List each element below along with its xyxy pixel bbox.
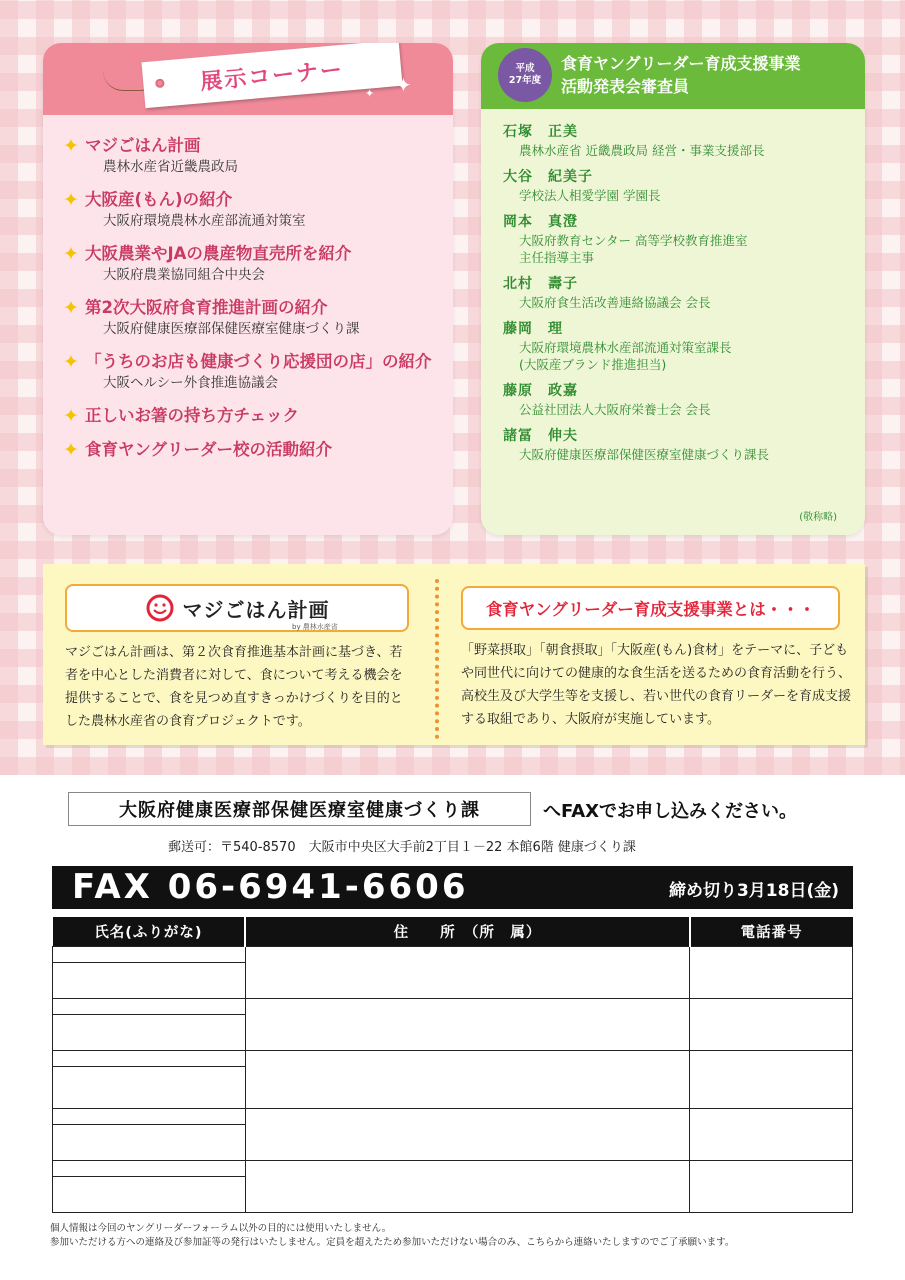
list-item bbox=[61, 189, 443, 231]
list-item bbox=[503, 427, 855, 463]
judge-name: 諸冨 伸夫 bbox=[503, 428, 578, 444]
judge-name: 藤岡 理 bbox=[503, 321, 563, 337]
exhibit-item-org: 大阪府環境農林水産部流通対策室 bbox=[103, 213, 306, 229]
sparkle-icon: ✦ bbox=[373, 49, 387, 68]
judge-role: 大阪府教育センター 高等学校教育推進室 bbox=[519, 233, 748, 248]
list-item bbox=[61, 243, 443, 285]
fax-bar bbox=[52, 866, 853, 909]
column-header-name: 氏名(ふりがな) bbox=[53, 917, 246, 946]
badge-year: 27年度 bbox=[508, 75, 542, 86]
list-item bbox=[503, 275, 855, 311]
exhibit-header-band bbox=[43, 43, 453, 115]
star-icon: ✦ bbox=[63, 135, 79, 157]
department-name: 大阪府健康医療部保健医療室健康づくり課 bbox=[119, 800, 480, 821]
info-box bbox=[43, 564, 865, 745]
judges-title-line1: 食育ヤングリーダー育成支援事業 bbox=[561, 54, 801, 73]
name-field[interactable] bbox=[53, 962, 246, 998]
list-item bbox=[61, 405, 443, 427]
apply-instruction: へFAXでお申し込みください。 bbox=[543, 801, 798, 822]
exhibit-list bbox=[61, 135, 443, 473]
logo-sub: by 農林水産省 bbox=[292, 623, 338, 631]
program-heading: 食育ヤングリーダー育成支援事業とは・・・ bbox=[485, 600, 816, 619]
table-row bbox=[53, 1160, 853, 1176]
list-item bbox=[503, 213, 855, 266]
judges-list bbox=[503, 123, 855, 472]
address-field[interactable] bbox=[245, 1050, 689, 1108]
judges-header-band bbox=[481, 43, 865, 109]
phone-field[interactable] bbox=[690, 1108, 853, 1160]
maji-gohan-description: マジごはん計画は、第２次食育推進基本計画に基づき、若者を中心とした消費者に対して、食について考える機会を提供することで、食を見つめ直すきっかけづくりを目的とした農林水産省の食育プロジェクトです。 bbox=[65, 645, 403, 729]
star-icon: ✦ bbox=[63, 243, 79, 265]
name-field[interactable] bbox=[53, 1066, 246, 1108]
list-item bbox=[61, 297, 443, 339]
column-header-phone: 電話番号 bbox=[690, 917, 853, 946]
star-icon: ✦ bbox=[63, 189, 79, 211]
sparkle-icon: ✦ bbox=[395, 73, 412, 97]
phone-field[interactable] bbox=[690, 998, 853, 1050]
smile-face-icon bbox=[145, 593, 175, 623]
exhibit-title-tag bbox=[141, 43, 402, 108]
judge-role: 大阪府食生活改善連絡協議会 会長 bbox=[519, 295, 711, 310]
judge-role: 学校法人相愛学園 学園長 bbox=[519, 188, 661, 203]
exhibit-item-title: 正しいお箸の持ち方チェック bbox=[85, 406, 300, 425]
exhibit-item-org: 大阪ヘルシー外食推進協議会 bbox=[103, 375, 279, 391]
year-badge bbox=[498, 48, 552, 102]
list-item bbox=[61, 351, 443, 393]
judge-role: 大阪府環境農林水産部流通対策室課長 bbox=[519, 340, 732, 355]
address-field[interactable] bbox=[245, 1160, 689, 1212]
table-header-row bbox=[53, 917, 853, 946]
list-item bbox=[503, 168, 855, 204]
judges-title-line2: 活動発表会審査員 bbox=[561, 77, 690, 96]
list-item bbox=[503, 382, 855, 418]
furigana-field[interactable] bbox=[53, 998, 246, 1014]
list-item bbox=[503, 123, 855, 159]
exhibit-item-title: 食育ヤングリーダー校の活動紹介 bbox=[85, 440, 333, 459]
star-icon: ✦ bbox=[63, 405, 79, 427]
furigana-field[interactable] bbox=[53, 1160, 246, 1176]
judge-role-line2: 主任指導主事 bbox=[519, 250, 595, 265]
judge-role: 公益社団法人大阪府栄養士会 会長 bbox=[519, 402, 711, 417]
exhibit-item-title: 第2次大阪府食育推進計画の紹介 bbox=[85, 298, 328, 317]
star-icon: ✦ bbox=[63, 439, 79, 461]
judge-name: 岡本 真澄 bbox=[503, 214, 578, 230]
name-field[interactable] bbox=[53, 1014, 246, 1050]
list-item bbox=[503, 320, 855, 373]
logo-text: マジごはん計画 bbox=[182, 597, 330, 622]
exhibit-title: 展示コーナー bbox=[199, 57, 345, 95]
table-row bbox=[53, 998, 853, 1014]
exhibit-item-title: 「うちのお店も健康づくり応援団の店」の紹介 bbox=[85, 352, 432, 371]
judge-name: 大谷 紀美子 bbox=[503, 169, 593, 185]
fax-number: FAX 06-6941-6606 bbox=[72, 867, 469, 907]
judge-name: 北村 壽子 bbox=[503, 276, 578, 292]
dotted-divider bbox=[435, 579, 439, 739]
privacy-notes bbox=[50, 1222, 734, 1250]
exhibit-corner-panel bbox=[43, 43, 453, 535]
exhibit-item-org: 大阪府健康医療部保健医療室健康づくり課 bbox=[103, 321, 360, 337]
mailing-address: 郵送可：〒540-8570 大阪市中央区大手前2丁目１－22 本館6階 健康づくり課 bbox=[168, 840, 636, 855]
column-header-address: 住 所 （所 属） bbox=[245, 917, 689, 946]
address-field[interactable] bbox=[245, 946, 689, 998]
note-line: 個人情報は今回のヤングリーダーフォーラム以外の目的には使用いたしません。 bbox=[50, 1223, 392, 1234]
table-row bbox=[53, 946, 853, 962]
phone-field[interactable] bbox=[690, 946, 853, 998]
list-item bbox=[61, 135, 443, 177]
exhibit-item-org: 大阪府農業協同組合中央会 bbox=[103, 267, 265, 283]
furigana-field[interactable] bbox=[53, 1108, 246, 1124]
list-item bbox=[61, 439, 443, 461]
honorific-note: (敬称略) bbox=[799, 512, 837, 523]
judge-name: 石塚 正美 bbox=[503, 124, 578, 140]
star-icon: ✦ bbox=[63, 297, 79, 319]
judge-role: 農林水産省 近畿農政局 経営・事業支援部長 bbox=[519, 143, 765, 158]
name-field[interactable] bbox=[53, 1176, 246, 1212]
table-row bbox=[53, 1108, 853, 1124]
judge-name: 藤原 政嘉 bbox=[503, 383, 578, 399]
phone-field[interactable] bbox=[690, 1050, 853, 1108]
address-field[interactable] bbox=[245, 1108, 689, 1160]
judge-role: 大阪府健康医療部保健医療室健康づくり課長 bbox=[519, 447, 770, 462]
judges-panel bbox=[481, 43, 865, 535]
program-description: 「野菜摂取」「朝食摂取」「大阪産(もん)食材」をテーマに、子どもや同世代に向けての健康的な食生活を送るための食育活動を行う、高校生及び大学生等を支援し、若い世代の食育リーダーを育成支援する取組であり、大阪府が実施しています。 bbox=[461, 643, 852, 727]
exhibit-item-title: 大阪農業やJAの農産物直売所を紹介 bbox=[85, 244, 352, 263]
judges-title bbox=[561, 52, 801, 98]
furigana-field[interactable] bbox=[53, 946, 246, 962]
exhibit-item-org: 農林水産省近畿農政局 bbox=[103, 159, 238, 175]
program-heading-frame bbox=[461, 586, 840, 630]
deadline: 締め切り3月18日(金) bbox=[668, 881, 839, 901]
application-form-table bbox=[52, 917, 853, 1213]
furigana-field[interactable] bbox=[53, 1050, 246, 1066]
judge-role-line2: (大阪産ブランド推進担当) bbox=[519, 357, 667, 372]
phone-field[interactable] bbox=[690, 1160, 853, 1212]
note-line: 参加いただける方への連絡及び参加証等の発行はいたしません。定員を超えたため参加いただけない場合のみ、こちらから連絡いたしますのでご了承願います。 bbox=[50, 1237, 735, 1248]
exhibit-item-title: マジごはん計画 bbox=[85, 136, 201, 155]
sparkle-icon: ✦ bbox=[365, 87, 375, 100]
table-row bbox=[53, 1050, 853, 1066]
exhibit-item-title: 大阪産(もん)の紹介 bbox=[85, 190, 233, 209]
department-name-box bbox=[68, 792, 531, 826]
address-field[interactable] bbox=[245, 998, 689, 1050]
name-field[interactable] bbox=[53, 1124, 246, 1160]
maji-gohan-logo bbox=[65, 584, 409, 632]
star-icon: ✦ bbox=[63, 351, 79, 373]
badge-era: 平成 bbox=[515, 63, 535, 74]
